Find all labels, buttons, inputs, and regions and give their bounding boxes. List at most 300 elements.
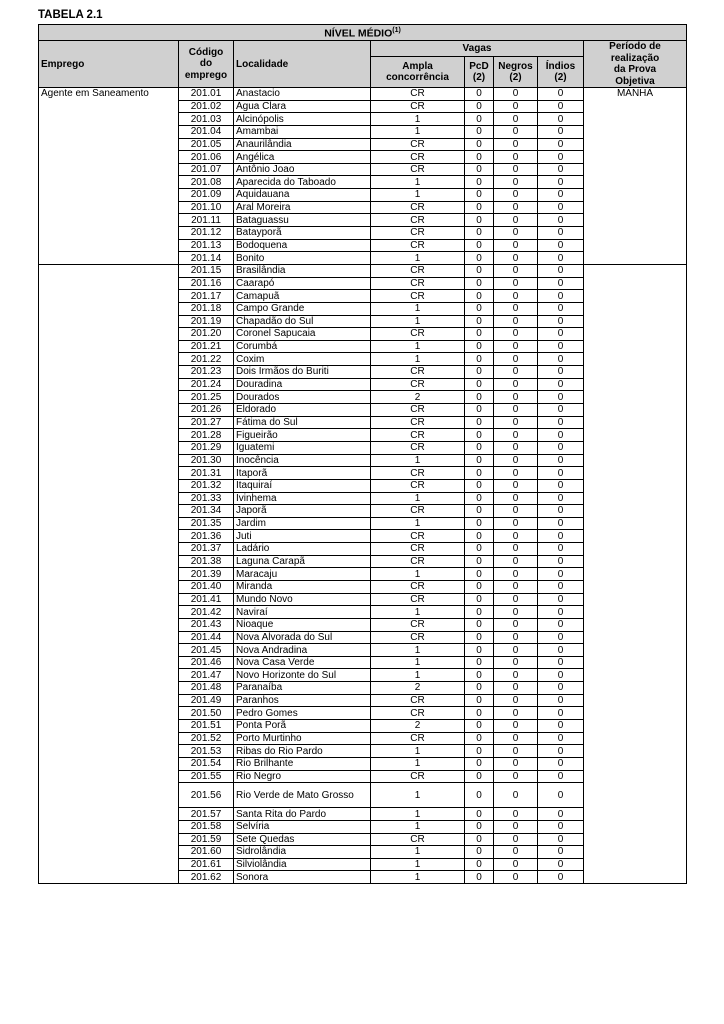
cell-pcd: 0 [465, 770, 494, 783]
cell-negros: 0 [494, 441, 538, 454]
cell-pcd: 0 [465, 315, 494, 328]
cell-ampla: CR [371, 770, 465, 783]
cell-indios: 0 [538, 277, 584, 290]
cell-ampla: 1 [371, 113, 465, 126]
cell-codigo: 201.31 [179, 467, 234, 480]
header-codigo-line: do [199, 58, 213, 70]
header-negros [494, 57, 538, 88]
cell-negros: 0 [494, 720, 538, 733]
header-emprego: Emprego [39, 41, 179, 88]
cell-localidade: Japorã [234, 505, 371, 518]
cell-pcd: 0 [465, 555, 494, 568]
cell-indios: 0 [538, 340, 584, 353]
cell-pcd: 0 [465, 543, 494, 556]
cell-localidade: Miranda [234, 580, 371, 593]
cell-pcd: 0 [465, 353, 494, 366]
cell-localidade: Silviolândia [234, 858, 371, 871]
cell-codigo: 201.02 [179, 100, 234, 113]
cell-negros: 0 [494, 467, 538, 480]
cell-indios: 0 [538, 682, 584, 695]
cell-localidade: Aral Moreira [234, 201, 371, 214]
cell-pcd: 0 [465, 833, 494, 846]
cell-codigo: 201.43 [179, 618, 234, 631]
cell-indios: 0 [538, 580, 584, 593]
cell-negros: 0 [494, 871, 538, 884]
cell-ampla: CR [371, 227, 465, 240]
cell-pcd: 0 [465, 644, 494, 657]
header-indios-line: Índios [545, 60, 576, 72]
cell-codigo: 201.26 [179, 404, 234, 417]
cell-localidade: Ladário [234, 543, 371, 556]
cell-indios: 0 [538, 644, 584, 657]
cell-ampla: CR [371, 580, 465, 593]
cell-ampla: CR [371, 378, 465, 391]
cell-indios: 0 [538, 404, 584, 417]
cell-codigo: 201.46 [179, 656, 234, 669]
cell-localidade: Naviraí [234, 606, 371, 619]
cell-pcd: 0 [465, 290, 494, 303]
cell-negros: 0 [494, 707, 538, 720]
cell-codigo: 201.58 [179, 820, 234, 833]
cell-codigo: 201.40 [179, 580, 234, 593]
cell-pcd: 0 [465, 214, 494, 227]
cell-ampla: 1 [371, 858, 465, 871]
cell-indios: 0 [538, 757, 584, 770]
cell-codigo: 201.22 [179, 353, 234, 366]
cell-pcd: 0 [465, 694, 494, 707]
cell-codigo: 201.01 [179, 88, 234, 101]
cell-negros: 0 [494, 404, 538, 417]
cell-pcd: 0 [465, 189, 494, 202]
cell-ampla: 1 [371, 757, 465, 770]
cell-localidade: Sidrolândia [234, 846, 371, 859]
cell-codigo: 201.12 [179, 227, 234, 240]
cell-ampla: 1 [371, 820, 465, 833]
cell-localidade: Nova Andradina [234, 644, 371, 657]
cell-ampla: CR [371, 555, 465, 568]
cell-indios: 0 [538, 189, 584, 202]
cell-pcd: 0 [465, 391, 494, 404]
cell-pcd: 0 [465, 656, 494, 669]
cell-localidade: Nioaque [234, 618, 371, 631]
cell-localidade: Selvíria [234, 820, 371, 833]
cell-emprego-continued [39, 264, 179, 883]
cell-indios: 0 [538, 467, 584, 480]
cell-ampla: 1 [371, 871, 465, 884]
cell-negros: 0 [494, 290, 538, 303]
header-codigo-line: Código [188, 46, 224, 58]
cell-ampla: 1 [371, 808, 465, 821]
cell-codigo: 201.06 [179, 151, 234, 164]
cell-indios: 0 [538, 720, 584, 733]
cell-indios: 0 [538, 353, 584, 366]
cell-negros: 0 [494, 227, 538, 240]
cell-localidade: Inocência [234, 454, 371, 467]
cell-localidade: Corumbá [234, 340, 371, 353]
cell-localidade: Paranhos [234, 694, 371, 707]
cell-negros: 0 [494, 100, 538, 113]
cell-ampla: CR [371, 833, 465, 846]
cell-pcd: 0 [465, 492, 494, 505]
cell-localidade: Sonora [234, 871, 371, 884]
cell-negros: 0 [494, 694, 538, 707]
cell-indios: 0 [538, 505, 584, 518]
cell-localidade: Rio Negro [234, 770, 371, 783]
cell-ampla: CR [371, 416, 465, 429]
cell-codigo: 201.21 [179, 340, 234, 353]
cell-negros: 0 [494, 366, 538, 379]
cell-codigo: 201.17 [179, 290, 234, 303]
cell-indios: 0 [538, 820, 584, 833]
cell-codigo: 201.52 [179, 732, 234, 745]
cell-indios: 0 [538, 378, 584, 391]
cell-codigo: 201.50 [179, 707, 234, 720]
header-periodo-line: Período de [609, 41, 661, 52]
table-row [39, 88, 687, 101]
cell-ampla: 2 [371, 682, 465, 695]
cell-indios: 0 [538, 745, 584, 758]
cell-codigo: 201.08 [179, 176, 234, 189]
cell-codigo: 201.51 [179, 720, 234, 733]
cell-codigo: 201.18 [179, 302, 234, 315]
cell-codigo: 201.35 [179, 517, 234, 530]
cell-negros: 0 [494, 745, 538, 758]
cell-codigo: 201.14 [179, 252, 234, 265]
cell-localidade: Ribas do Rio Pardo [234, 745, 371, 758]
cell-ampla: 1 [371, 340, 465, 353]
cell-ampla: CR [371, 707, 465, 720]
cell-periodo-continued [584, 264, 687, 883]
cell-ampla: 1 [371, 454, 465, 467]
cell-localidade: Amambai [234, 125, 371, 138]
cell-negros: 0 [494, 416, 538, 429]
cell-pcd: 0 [465, 745, 494, 758]
cell-pcd: 0 [465, 593, 494, 606]
cell-negros: 0 [494, 353, 538, 366]
cell-codigo: 201.42 [179, 606, 234, 619]
cell-indios: 0 [538, 315, 584, 328]
cell-indios: 0 [538, 239, 584, 252]
cell-codigo: 201.34 [179, 505, 234, 518]
cell-pcd: 0 [465, 138, 494, 151]
header-periodo [584, 41, 687, 88]
cell-negros: 0 [494, 858, 538, 871]
cell-indios: 0 [538, 366, 584, 379]
cell-negros: 0 [494, 113, 538, 126]
cell-ampla: CR [371, 151, 465, 164]
cell-ampla: 1 [371, 846, 465, 859]
cell-ampla: CR [371, 694, 465, 707]
cell-negros: 0 [494, 644, 538, 657]
cell-indios: 0 [538, 227, 584, 240]
cell-localidade: Laguna Carapã [234, 555, 371, 568]
cell-localidade: Pedro Gomes [234, 707, 371, 720]
cell-ampla: 1 [371, 656, 465, 669]
cell-negros: 0 [494, 429, 538, 442]
cell-pcd: 0 [465, 720, 494, 733]
cell-ampla: 1 [371, 568, 465, 581]
cell-codigo: 201.49 [179, 694, 234, 707]
cell-ampla: 1 [371, 644, 465, 657]
cell-codigo: 201.47 [179, 669, 234, 682]
cell-negros: 0 [494, 302, 538, 315]
cell-localidade: Maracaju [234, 568, 371, 581]
cell-periodo: MANHÃ [584, 88, 687, 265]
cell-negros: 0 [494, 846, 538, 859]
cell-localidade: Aquidauana [234, 189, 371, 202]
header-pcd-line: (2) [472, 72, 486, 84]
cell-pcd: 0 [465, 454, 494, 467]
cell-pcd: 0 [465, 505, 494, 518]
cell-indios: 0 [538, 808, 584, 821]
cell-pcd: 0 [465, 264, 494, 277]
cell-pcd: 0 [465, 416, 494, 429]
cell-negros: 0 [494, 391, 538, 404]
cell-ampla: 1 [371, 517, 465, 530]
header-indios-line: (2) [554, 72, 567, 84]
cell-codigo: 201.15 [179, 264, 234, 277]
cell-pcd: 0 [465, 366, 494, 379]
cell-negros: 0 [494, 757, 538, 770]
header-codigo [179, 41, 234, 88]
cell-localidade: Rio Brilhante [234, 757, 371, 770]
cell-negros: 0 [494, 833, 538, 846]
cell-negros: 0 [494, 631, 538, 644]
cell-negros: 0 [494, 669, 538, 682]
cell-localidade: Fátima do Sul [234, 416, 371, 429]
cell-codigo: 201.09 [179, 189, 234, 202]
cell-pcd: 0 [465, 100, 494, 113]
header-periodo-line: Objetiva [615, 75, 655, 87]
cell-indios: 0 [538, 416, 584, 429]
cell-indios: 0 [538, 656, 584, 669]
cell-negros: 0 [494, 378, 538, 391]
cell-negros: 0 [494, 125, 538, 138]
cell-pcd: 0 [465, 252, 494, 265]
cell-codigo: 201.38 [179, 555, 234, 568]
cell-localidade: Anaurilândia [234, 138, 371, 151]
cell-indios: 0 [538, 858, 584, 871]
cell-negros: 0 [494, 618, 538, 631]
cell-ampla: CR [371, 201, 465, 214]
cell-indios: 0 [538, 492, 584, 505]
cell-ampla: CR [371, 618, 465, 631]
cell-codigo: 201.44 [179, 631, 234, 644]
cell-localidade: Itaquiraí [234, 479, 371, 492]
cell-indios: 0 [538, 163, 584, 176]
cell-localidade: Antônio Joao [234, 163, 371, 176]
cell-ampla: CR [371, 366, 465, 379]
cell-indios: 0 [538, 429, 584, 442]
cell-pcd: 0 [465, 163, 494, 176]
cell-ampla: CR [371, 593, 465, 606]
cell-indios: 0 [538, 391, 584, 404]
cell-codigo: 201.48 [179, 682, 234, 695]
cell-negros: 0 [494, 252, 538, 265]
cell-pcd: 0 [465, 580, 494, 593]
cell-indios: 0 [538, 783, 584, 808]
cell-codigo: 201.30 [179, 454, 234, 467]
cell-ampla: 1 [371, 189, 465, 202]
header-vagas: Vagas [371, 41, 584, 57]
cell-codigo: 201.04 [179, 125, 234, 138]
cell-pcd: 0 [465, 682, 494, 695]
header-ampla-line: concorrência [386, 72, 449, 84]
cell-negros: 0 [494, 138, 538, 151]
cell-localidade: Alcinópolis [234, 113, 371, 126]
cell-pcd: 0 [465, 467, 494, 480]
cell-negros: 0 [494, 732, 538, 745]
cell-pcd: 0 [465, 871, 494, 884]
cell-codigo: 201.54 [179, 757, 234, 770]
cell-localidade: Nova Alvorada do Sul [234, 631, 371, 644]
cell-indios: 0 [538, 606, 584, 619]
cell-negros: 0 [494, 820, 538, 833]
cell-localidade: Itaporã [234, 467, 371, 480]
header-periodo-line: realização [610, 52, 660, 64]
cell-codigo: 201.20 [179, 328, 234, 341]
cell-localidade: Mundo Novo [234, 593, 371, 606]
cell-localidade: Coxim [234, 353, 371, 366]
cell-indios: 0 [538, 176, 584, 189]
cell-localidade: Aparecida do Taboado [234, 176, 371, 189]
table-title-note: (1) [392, 27, 401, 35]
cell-indios: 0 [538, 441, 584, 454]
cell-codigo: 201.59 [179, 833, 234, 846]
cell-localidade: Anastacio [234, 88, 371, 101]
cell-pcd: 0 [465, 302, 494, 315]
cell-indios: 0 [538, 151, 584, 164]
header-negros-line: (2) [509, 72, 522, 84]
cell-pcd: 0 [465, 479, 494, 492]
cell-codigo: 201.25 [179, 391, 234, 404]
cell-codigo: 201.16 [179, 277, 234, 290]
cell-indios: 0 [538, 214, 584, 227]
cell-negros: 0 [494, 454, 538, 467]
cell-pcd: 0 [465, 669, 494, 682]
cell-ampla: 1 [371, 353, 465, 366]
cell-codigo: 201.62 [179, 871, 234, 884]
cell-negros: 0 [494, 340, 538, 353]
cell-codigo: 201.23 [179, 366, 234, 379]
cell-localidade: Campo Grande [234, 302, 371, 315]
cell-ampla: 1 [371, 315, 465, 328]
cell-ampla: 1 [371, 669, 465, 682]
cell-negros: 0 [494, 530, 538, 543]
cell-negros: 0 [494, 543, 538, 556]
cell-localidade: Paranaíba [234, 682, 371, 695]
cell-ampla: 2 [371, 720, 465, 733]
cell-codigo: 201.29 [179, 441, 234, 454]
cell-localidade: Dourados [234, 391, 371, 404]
cell-codigo: 201.41 [179, 593, 234, 606]
vacancies-table [38, 24, 687, 884]
cell-negros: 0 [494, 264, 538, 277]
cell-codigo: 201.05 [179, 138, 234, 151]
cell-codigo: 201.28 [179, 429, 234, 442]
cell-codigo: 201.57 [179, 808, 234, 821]
cell-codigo: 201.10 [179, 201, 234, 214]
cell-indios: 0 [538, 138, 584, 151]
header-localidade: Localidade [234, 41, 371, 88]
cell-indios: 0 [538, 694, 584, 707]
cell-negros: 0 [494, 656, 538, 669]
cell-pcd: 0 [465, 176, 494, 189]
cell-negros: 0 [494, 505, 538, 518]
cell-negros: 0 [494, 176, 538, 189]
cell-indios: 0 [538, 530, 584, 543]
cell-ampla: CR [371, 328, 465, 341]
cell-pcd: 0 [465, 517, 494, 530]
cell-ampla: 1 [371, 252, 465, 265]
cell-indios: 0 [538, 846, 584, 859]
cell-localidade: Sete Quedas [234, 833, 371, 846]
cell-codigo: 201.56 [179, 783, 234, 808]
cell-ampla: CR [371, 290, 465, 303]
cell-codigo: 201.36 [179, 530, 234, 543]
cell-pcd: 0 [465, 441, 494, 454]
cell-indios: 0 [538, 770, 584, 783]
cell-ampla: CR [371, 441, 465, 454]
cell-ampla: CR [371, 429, 465, 442]
cell-localidade: Iguatemi [234, 441, 371, 454]
cell-negros: 0 [494, 770, 538, 783]
cell-pcd: 0 [465, 606, 494, 619]
cell-pcd: 0 [465, 151, 494, 164]
cell-ampla: 1 [371, 492, 465, 505]
cell-codigo: 201.24 [179, 378, 234, 391]
cell-ampla: 1 [371, 176, 465, 189]
cell-indios: 0 [538, 328, 584, 341]
cell-indios: 0 [538, 125, 584, 138]
cell-negros: 0 [494, 517, 538, 530]
header-ampla-line: Ampla [402, 60, 433, 72]
table-title-text: NÍVEL MÉDIO [324, 27, 393, 40]
cell-localidade: Bataguassu [234, 214, 371, 227]
cell-ampla: 1 [371, 302, 465, 315]
cell-pcd: 0 [465, 227, 494, 240]
header-indios [538, 57, 584, 88]
cell-ampla: CR [371, 100, 465, 113]
cell-pcd: 0 [465, 631, 494, 644]
cell-pcd: 0 [465, 328, 494, 341]
table-title [39, 25, 687, 41]
cell-codigo: 201.55 [179, 770, 234, 783]
cell-codigo: 201.39 [179, 568, 234, 581]
cell-indios: 0 [538, 88, 584, 101]
cell-indios: 0 [538, 631, 584, 644]
cell-pcd: 0 [465, 618, 494, 631]
cell-pcd: 0 [465, 820, 494, 833]
cell-negros: 0 [494, 568, 538, 581]
cell-indios: 0 [538, 290, 584, 303]
cell-codigo: 201.03 [179, 113, 234, 126]
cell-codigo: 201.13 [179, 239, 234, 252]
cell-negros: 0 [494, 580, 538, 593]
cell-indios: 0 [538, 871, 584, 884]
cell-indios: 0 [538, 707, 584, 720]
cell-localidade: Dois Irmãos do Buriti [234, 366, 371, 379]
cell-negros: 0 [494, 328, 538, 341]
header-negros-line: Negros [498, 60, 533, 72]
cell-indios: 0 [538, 252, 584, 265]
cell-localidade: Novo Horizonte do Sul [234, 669, 371, 682]
cell-ampla: 1 [371, 125, 465, 138]
cell-pcd: 0 [465, 732, 494, 745]
cell-ampla: CR [371, 479, 465, 492]
cell-codigo: 201.11 [179, 214, 234, 227]
cell-pcd: 0 [465, 378, 494, 391]
